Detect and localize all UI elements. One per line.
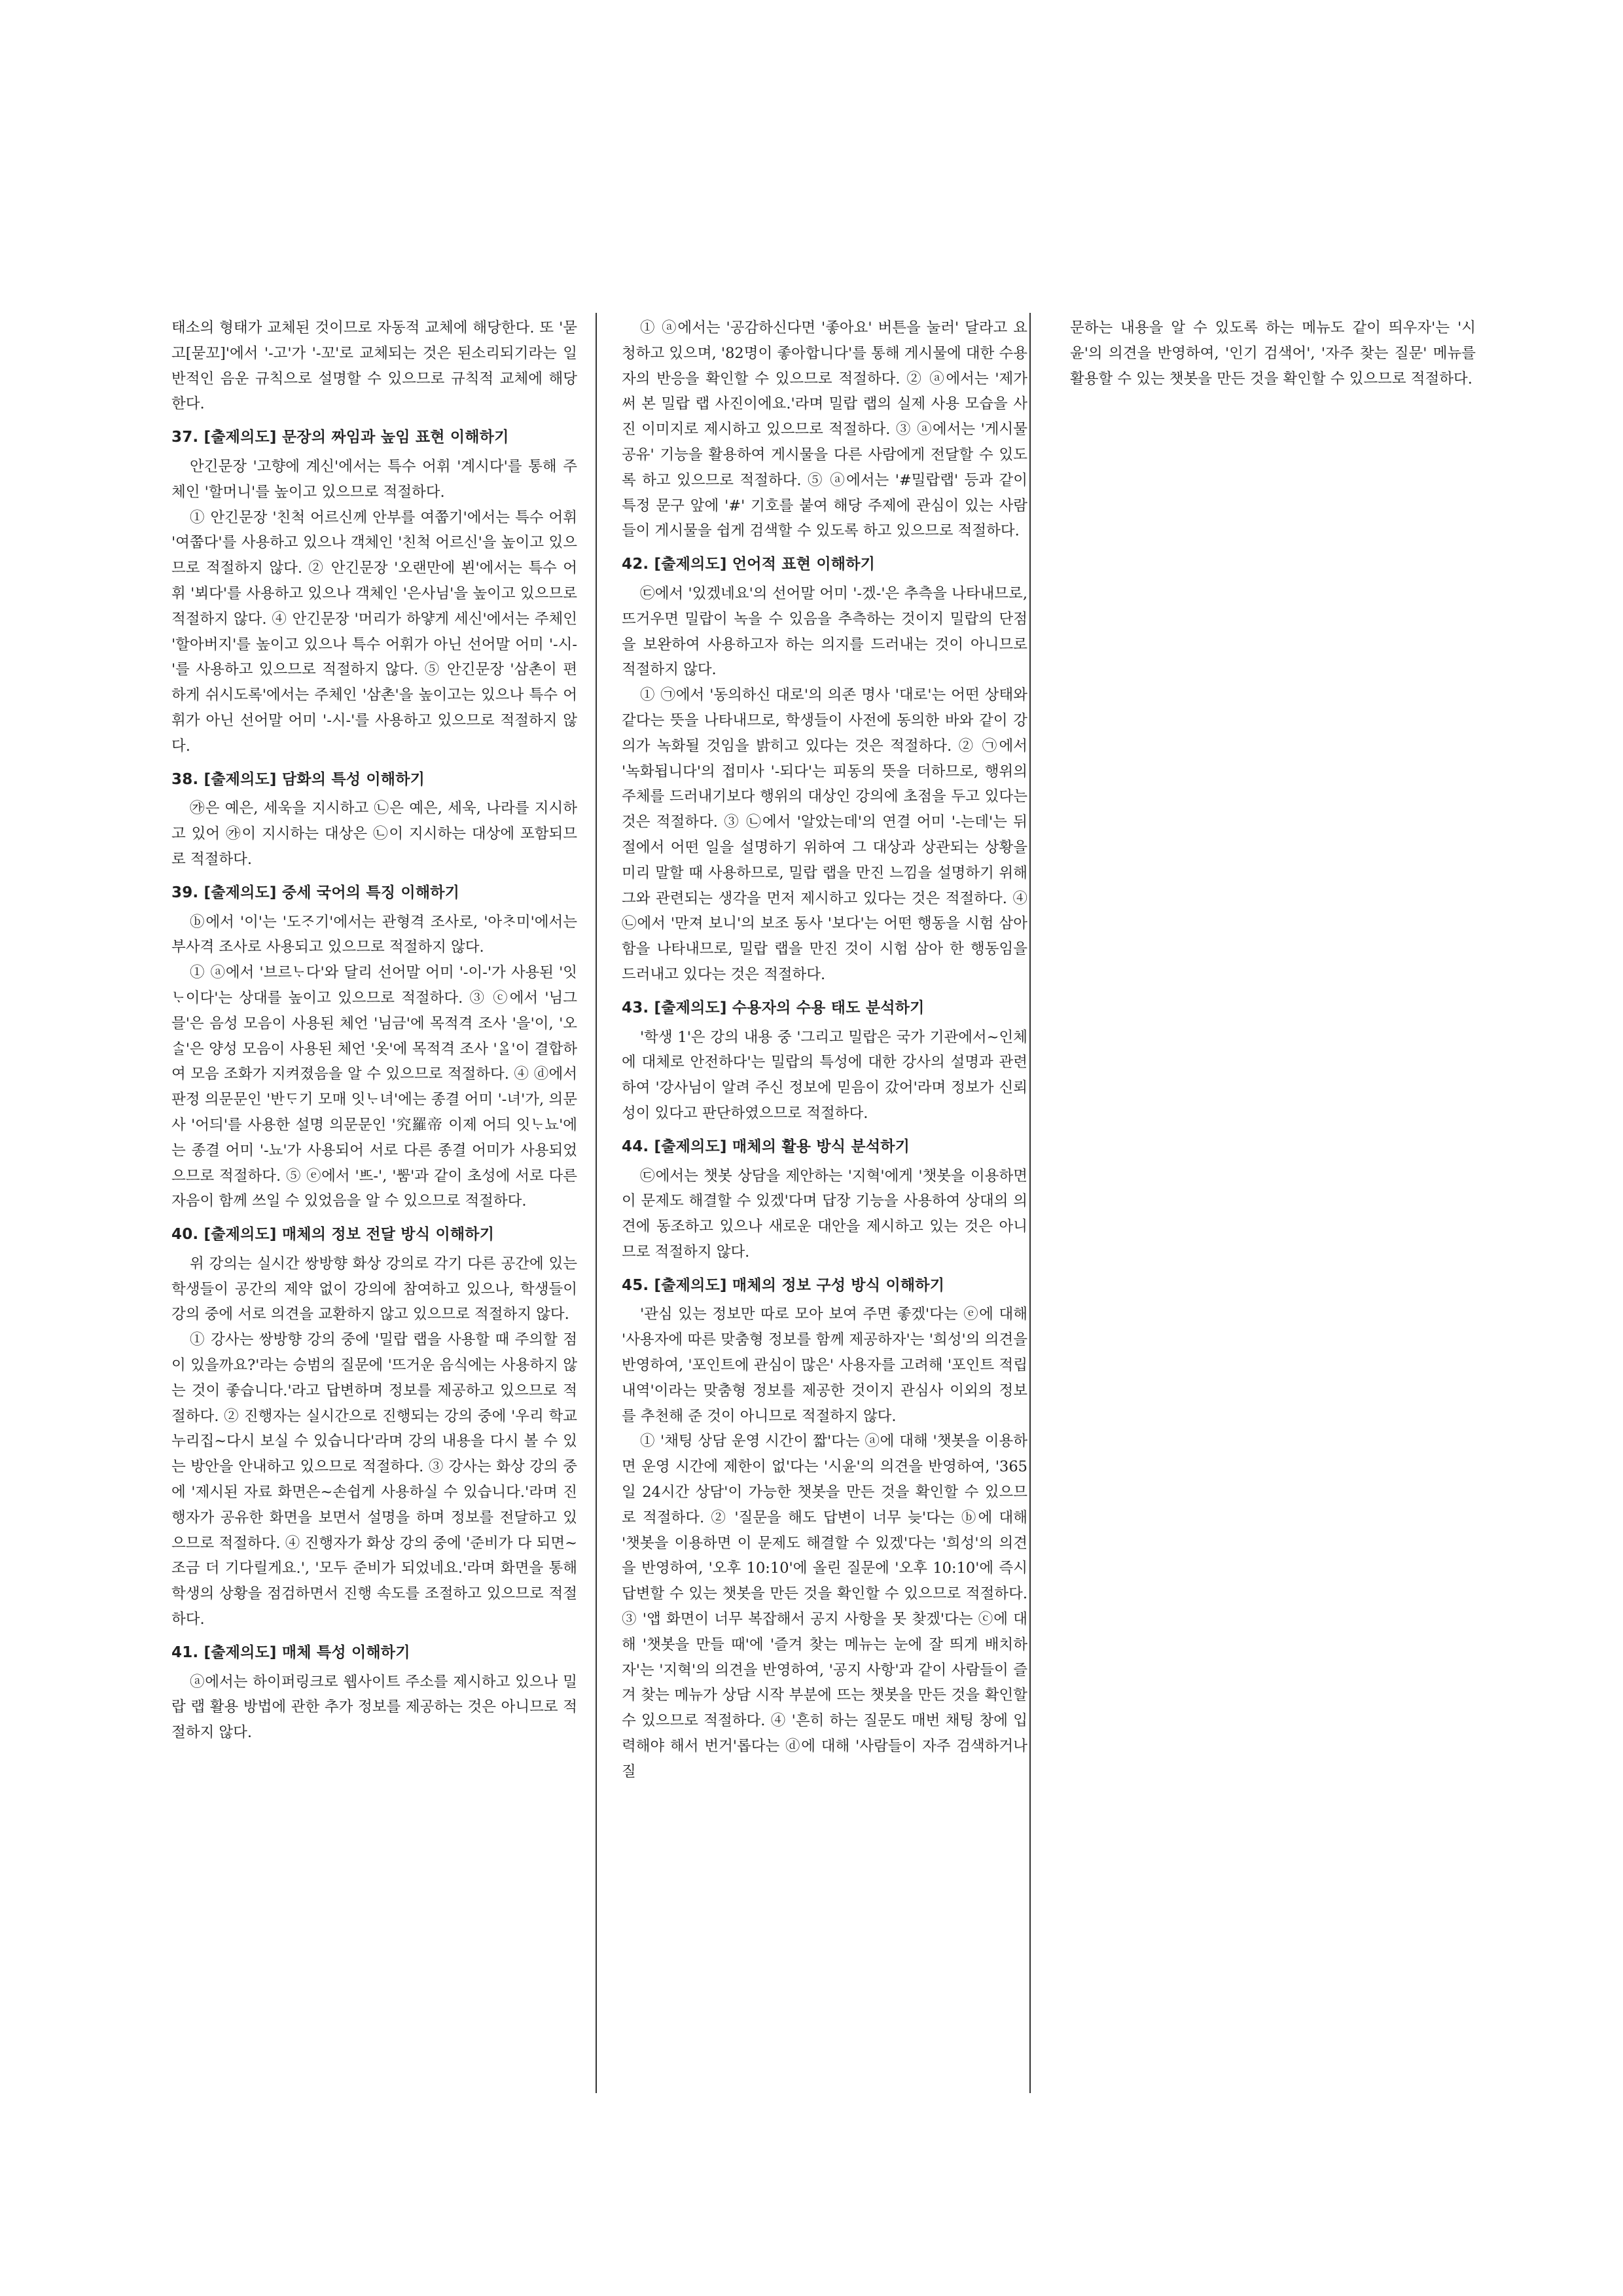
explanation-section xyxy=(622,315,1027,544)
column-divider xyxy=(1029,313,1031,2093)
explanation-paragraph: ⓐ에서는 하이퍼링크로 웹사이트 주소를 제시하고 있으나 밀랍 랩 활용 방법에 관한 추가 정보를 제공하는 것은 아니므로 적절하지 않다. xyxy=(171,1673,577,1742)
question-heading: 40. [출제의도] 매체의 정보 전달 방식 이해하기 xyxy=(171,1226,495,1244)
column-middle xyxy=(622,315,1027,1785)
explanation-section xyxy=(622,552,1027,988)
explanation-paragraph: ㉢에서는 챗봇 상담을 제안하는 '지혁'에게 '챗봇을 이용하면 이 문제도 해결할 수 있겠'다며 답장 기능을 사용하여 상대의 의견에 동조하고 있으나 새로운 대안을 제시하고 있는 것은 아니므로 적절하지 않다. xyxy=(622,1167,1027,1261)
question-heading: 38. [출제의도] 담화의 특성 이해하기 xyxy=(171,770,425,788)
explanation-section xyxy=(171,880,577,1214)
column-right xyxy=(1070,315,1476,391)
explanation-section xyxy=(171,767,577,872)
explanation-paragraph: 위 강의는 실시간 쌍방향 화상 강의로 각기 다른 공간에 있는 학생들이 공간의 제약 없이 강의에 참여하고 있으나, 학생들이 강의 중에 서로 의견을 교환하지 않고 있으므로 적절하지 않다. xyxy=(171,1255,577,1323)
explanation-section xyxy=(171,315,577,417)
explanation-paragraph: ㉢에서 '있겠네요'의 선어말 어미 '-겠-'은 추측을 나타내므로, 뜨거우면 밀랍이 녹을 수 있음을 추측하는 것이지 밀랍의 단점을 보완하여 사용하고자 하는 의지를 드러내는 것이 아니므로 적절하지 않다. xyxy=(622,584,1027,679)
explanation-paragraph: 태소의 형태가 교체된 것이므로 자동적 교체에 해당한다. 또 '묻고[묻꼬]'에서 '-고'가 '-꼬'로 교체되는 것은 된소리되기라는 일반적인 음운 규칙으로 설명할 수 있으므로 규칙적 교체에 해당한다. xyxy=(171,319,577,413)
explanation-paragraph: ① 안긴문장 '친척 어르신께 안부를 여쭙기'에서는 특수 어휘 '여쭙다'를 사용하고 있으나 객체인 '친척 어르신'을 높이고 있으므로 적절하지 않다. ② 안긴문장 '오랜만에 뵌'에서는 특수 어휘 '뵈다'를 사용하고 있으나 객체인 '은사님'을 높이고 있으므로 적절하지 않다. ④ 안긴문장 '머리가 하얗게 세신'에서는 주체인 '할아버지'를 높이고 있으나 특수 어휘가 아닌 선어말 어미 '-시-'를 사용하고 있으므로 적절하지 않다. ⑤ 안긴문장 '삼촌이 편하게 쉬시도록'에서는 주체인 '삼촌'을 높이고는 있으나 특수 어휘가 아닌 선어말 어미 '-시-'를 사용하고 있으므로 적절하지 않다. xyxy=(171,509,577,755)
explanation-section xyxy=(171,1222,577,1632)
explanation-paragraph: ① ⓐ에서 '브르ᄂᆞ다'와 달리 선어말 어미 '-이-'가 사용된 '잇ᄂᆞ이다'는 상대를 높이고 있으므로 적절하다. ③ ⓒ에서 '님그믈'은 음성 모음이 사용된 체언 '님금'에 목적격 조사 '을'이, '오ᄉᆞᆯ'은 양성 모음이 사용된 체언 '옷'에 목적격 조사 'ᄋᆞᆯ'이 결합하여 모음 조화가 지켜졌음을 알 수 있으므로 적절하다. ④ ⓓ에서 판정 의문문인 '반ᄃᆞ기 모매 잇ᄂᆞ녀'에는 종결 어미 '-녀'가, 의문사 '어듸'를 사용한 설명 의문문인 '究羅帝 이제 어듸 잇ᄂᆞ뇨'에는 종결 어미 '-뇨'가 사용되어 서로 다른 종결 어미가 사용되었으므로 적절하다. ⑤ ⓔ에서 'ᄠᅳ-', 'ᄢᅮᆷ'과 같이 초성에 서로 다른 자음이 함께 쓰일 수 있었음을 알 수 있으므로 적절하다. xyxy=(171,964,577,1210)
explanation-section xyxy=(171,425,577,759)
explanation-section xyxy=(622,1134,1027,1265)
question-heading: 45. [출제의도] 매체의 정보 구성 방식 이해하기 xyxy=(622,1276,945,1294)
explanation-paragraph: ① '채팅 상담 운영 시간이 짧'다는 ⓐ에 대해 '챗봇을 이용하면 운영 시간에 제한이 없'다는 '시윤'의 의견을 반영하여, '365일 24시간 상담'이 가능한 챗봇을 만든 것을 확인할 수 있으므로 적절하다. ② '질문을 해도 답변이 너무 늦'다는 ⓑ에 대해 '챗봇을 이용하면 이 문제도 해결할 수 있겠'다는 '희성'의 의견을 반영하여, '오후 10:10'에 올린 질문에 '오후 10:10'에 즉시 답변할 수 있는 챗봇을 만든 것을 확인할 수 있으므로 적절하다. ③ '앱 화면이 너무 복잡해서 공지 사항을 못 찾겠'다는 ⓒ에 대해 '챗봇을 만들 때'에 '즐겨 찾는 메뉴는 눈에 잘 띄게 배치하자'는 '지혁'의 의견을 반영하여, '공지 사항'과 같이 사람들이 즐겨 찾는 메뉴가 상담 시작 부분에 뜨는 챗봇을 만든 것을 확인할 수 있으므로 적절하다. ④ '흔히 하는 질문도 매번 채팅 창에 입력해야 해서 번거'롭다는 ⓓ에 대해 '사람들이 자주 검색하거나 질 xyxy=(622,1433,1027,1780)
explanation-paragraph: ① ⓐ에서는 '공감하신다면 '좋아요' 버튼을 눌러' 달라고 요청하고 있으며, '82명이 좋아합니다'를 통해 게시물에 대한 수용자의 반응을 확인할 수 있으므로 적절하다. ② ⓐ에서는 '제가 써 본 밀랍 랩 사진이에요.'라며 밀랍 랩의 실제 사용 모습을 사진 이미지로 제시하고 있으므로 적절하다. ③ ⓐ에서는 '게시물 공유' 기능을 활용하여 게시물을 다른 사람에게 전달할 수 있도록 하고 있으므로 적절하다. ⑤ ⓐ에서는 '#밀랍랩' 등과 같이 특정 문구 앞에 '#' 기호를 붙여 해당 주제에 관심이 있는 사람들이 게시물을 쉽게 검색할 수 있도록 하고 있으므로 적절하다. xyxy=(622,319,1027,540)
explanation-paragraph: ① ㉠에서 '동의하신 대로'의 의존 명사 '대로'는 어떤 상태와 같다는 뜻을 나타내므로, 학생들이 사전에 동의한 바와 같이 강의가 녹화될 것임을 밝히고 있다는 것은 적절하다. ② ㉠에서 '녹화됩니다'의 접미사 '-되다'는 피동의 뜻을 더하므로, 행위의 주체를 드러내기보다 행위의 대상인 강의에 초점을 두고 있다는 것은 적절하다. ③ ㉡에서 '알았는데'의 연결 어미 '-는데'는 뒤 절에서 어떤 일을 설명하기 위하여 그 대상과 상관되는 상황을 미리 말할 때 사용하므로, 밀랍 랩을 만진 느낌을 설명하기 위해 그와 관련되는 생각을 먼저 제시하고 있다는 것은 적절하다. ④ ㉡에서 '만져 보니'의 보조 동사 '보다'는 어떤 행동을 시험 삼아 함을 나타내므로, 밀랍 랩을 만진 것이 시험 삼아 한 행동임을 드러내고 있다는 것은 적절하다. xyxy=(622,687,1027,983)
explanation-paragraph: '관심 있는 정보만 따로 모아 보여 주면 좋겠'다는 ⓔ에 대해 '사용자에 따른 맞춤형 정보를 함께 제공하자'는 '희성'의 의견을 반영하여, '포인트에 관심이 많은' 사용자를 고려해 '포인트 적립 내역'이라는 맞춤형 정보를 제공한 것이지 관심사 이외의 정보를 추천해 준 것이 아니므로 적절하지 않다. xyxy=(622,1306,1027,1425)
column-left xyxy=(171,315,577,1746)
explanation-paragraph: ① 강사는 쌍방향 강의 중에 '밀랍 랩을 사용할 때 주의할 점이 있을까요?'라는 승범의 질문에 '뜨거운 음식에는 사용하지 않는 것이 좋습니다.'라고 답변하며 정보를 제공하고 있으므로 적절하다. ② 진행자는 실시간으로 진행되는 강의 중에 '우리 학교 누리집~다시 보실 수 있습니다'라며 강의 내용을 다시 볼 수 있는 방안을 안내하고 있으므로 적절하다. ③ 강사는 화상 강의 중에 '제시된 자료 화면은~손쉽게 사용하실 수 있습니다.'라며 진행자가 공유한 화면을 보면서 설명을 하며 정보를 전달하고 있으므로 적절하다. ④ 진행자가 화상 강의 중에 '준비가 다 되면~조금 더 기다릴게요.', '모두 준비가 되었네요.'라며 화면을 통해 학생의 상황을 점검하면서 진행 속도를 조절하고 있으므로 적절하다. xyxy=(171,1331,577,1628)
question-heading: 43. [출제의도] 수용자의 수용 태도 분석하기 xyxy=(622,999,925,1016)
question-heading: 44. [출제의도] 매체의 활용 방식 분석하기 xyxy=(622,1138,910,1155)
explanation-paragraph: ⓑ에서 '이'는 '도ᄌᆞ기'에서는 관형격 조사로, '아ᄎᆞ미'에서는 부사격 조사로 사용되고 있으므로 적절하지 않다. xyxy=(171,913,577,956)
question-heading: 37. [출제의도] 문장의 짜임과 높임 표현 이해하기 xyxy=(171,429,509,446)
explanation-paragraph: ㉮은 예은, 세욱을 지시하고 ㉡은 예은, 세욱, 나라를 지시하고 있어 ㉮이 지시하는 대상은 ㉡이 지시하는 대상에 포함되므로 적절하다. xyxy=(171,800,577,868)
explanation-section xyxy=(622,1273,1027,1785)
explanation-section xyxy=(171,1640,577,1746)
explanation-paragraph: '학생 1'은 강의 내용 중 '그리고 밀랍은 국가 기관에서~인체에 대체로 안전하다'는 밀랍의 특성에 대한 강사의 설명과 관련하여 '강사님이 알려 주신 정보에 믿음이 갔어'라며 정보가 신뢰성이 있다고 판단하였으므로 적절하다. xyxy=(622,1028,1027,1122)
question-heading: 39. [출제의도] 중세 국어의 특징 이해하기 xyxy=(171,884,460,901)
explanation-section xyxy=(622,996,1027,1126)
column-divider xyxy=(596,313,597,2093)
explanation-section xyxy=(1070,315,1476,391)
question-heading: 42. [출제의도] 언어적 표현 이해하기 xyxy=(622,556,876,573)
explanation-paragraph: 안긴문장 '고향에 계신'에서는 특수 어휘 '계시다'를 통해 주체인 '할머니'를 높이고 있으므로 적절하다. xyxy=(171,457,577,501)
question-heading: 41. [출제의도] 매체 특성 이해하기 xyxy=(171,1643,410,1661)
explanation-paragraph: 문하는 내용을 알 수 있도록 하는 메뉴도 같이 띄우자'는 '시윤'의 의견을 반영하여, '인기 검색어', '자주 찾는 질문' 메뉴를 활용할 수 있는 챗봇을 만든 것을 확인할 수 있으므로 적절하다. xyxy=(1070,319,1476,387)
